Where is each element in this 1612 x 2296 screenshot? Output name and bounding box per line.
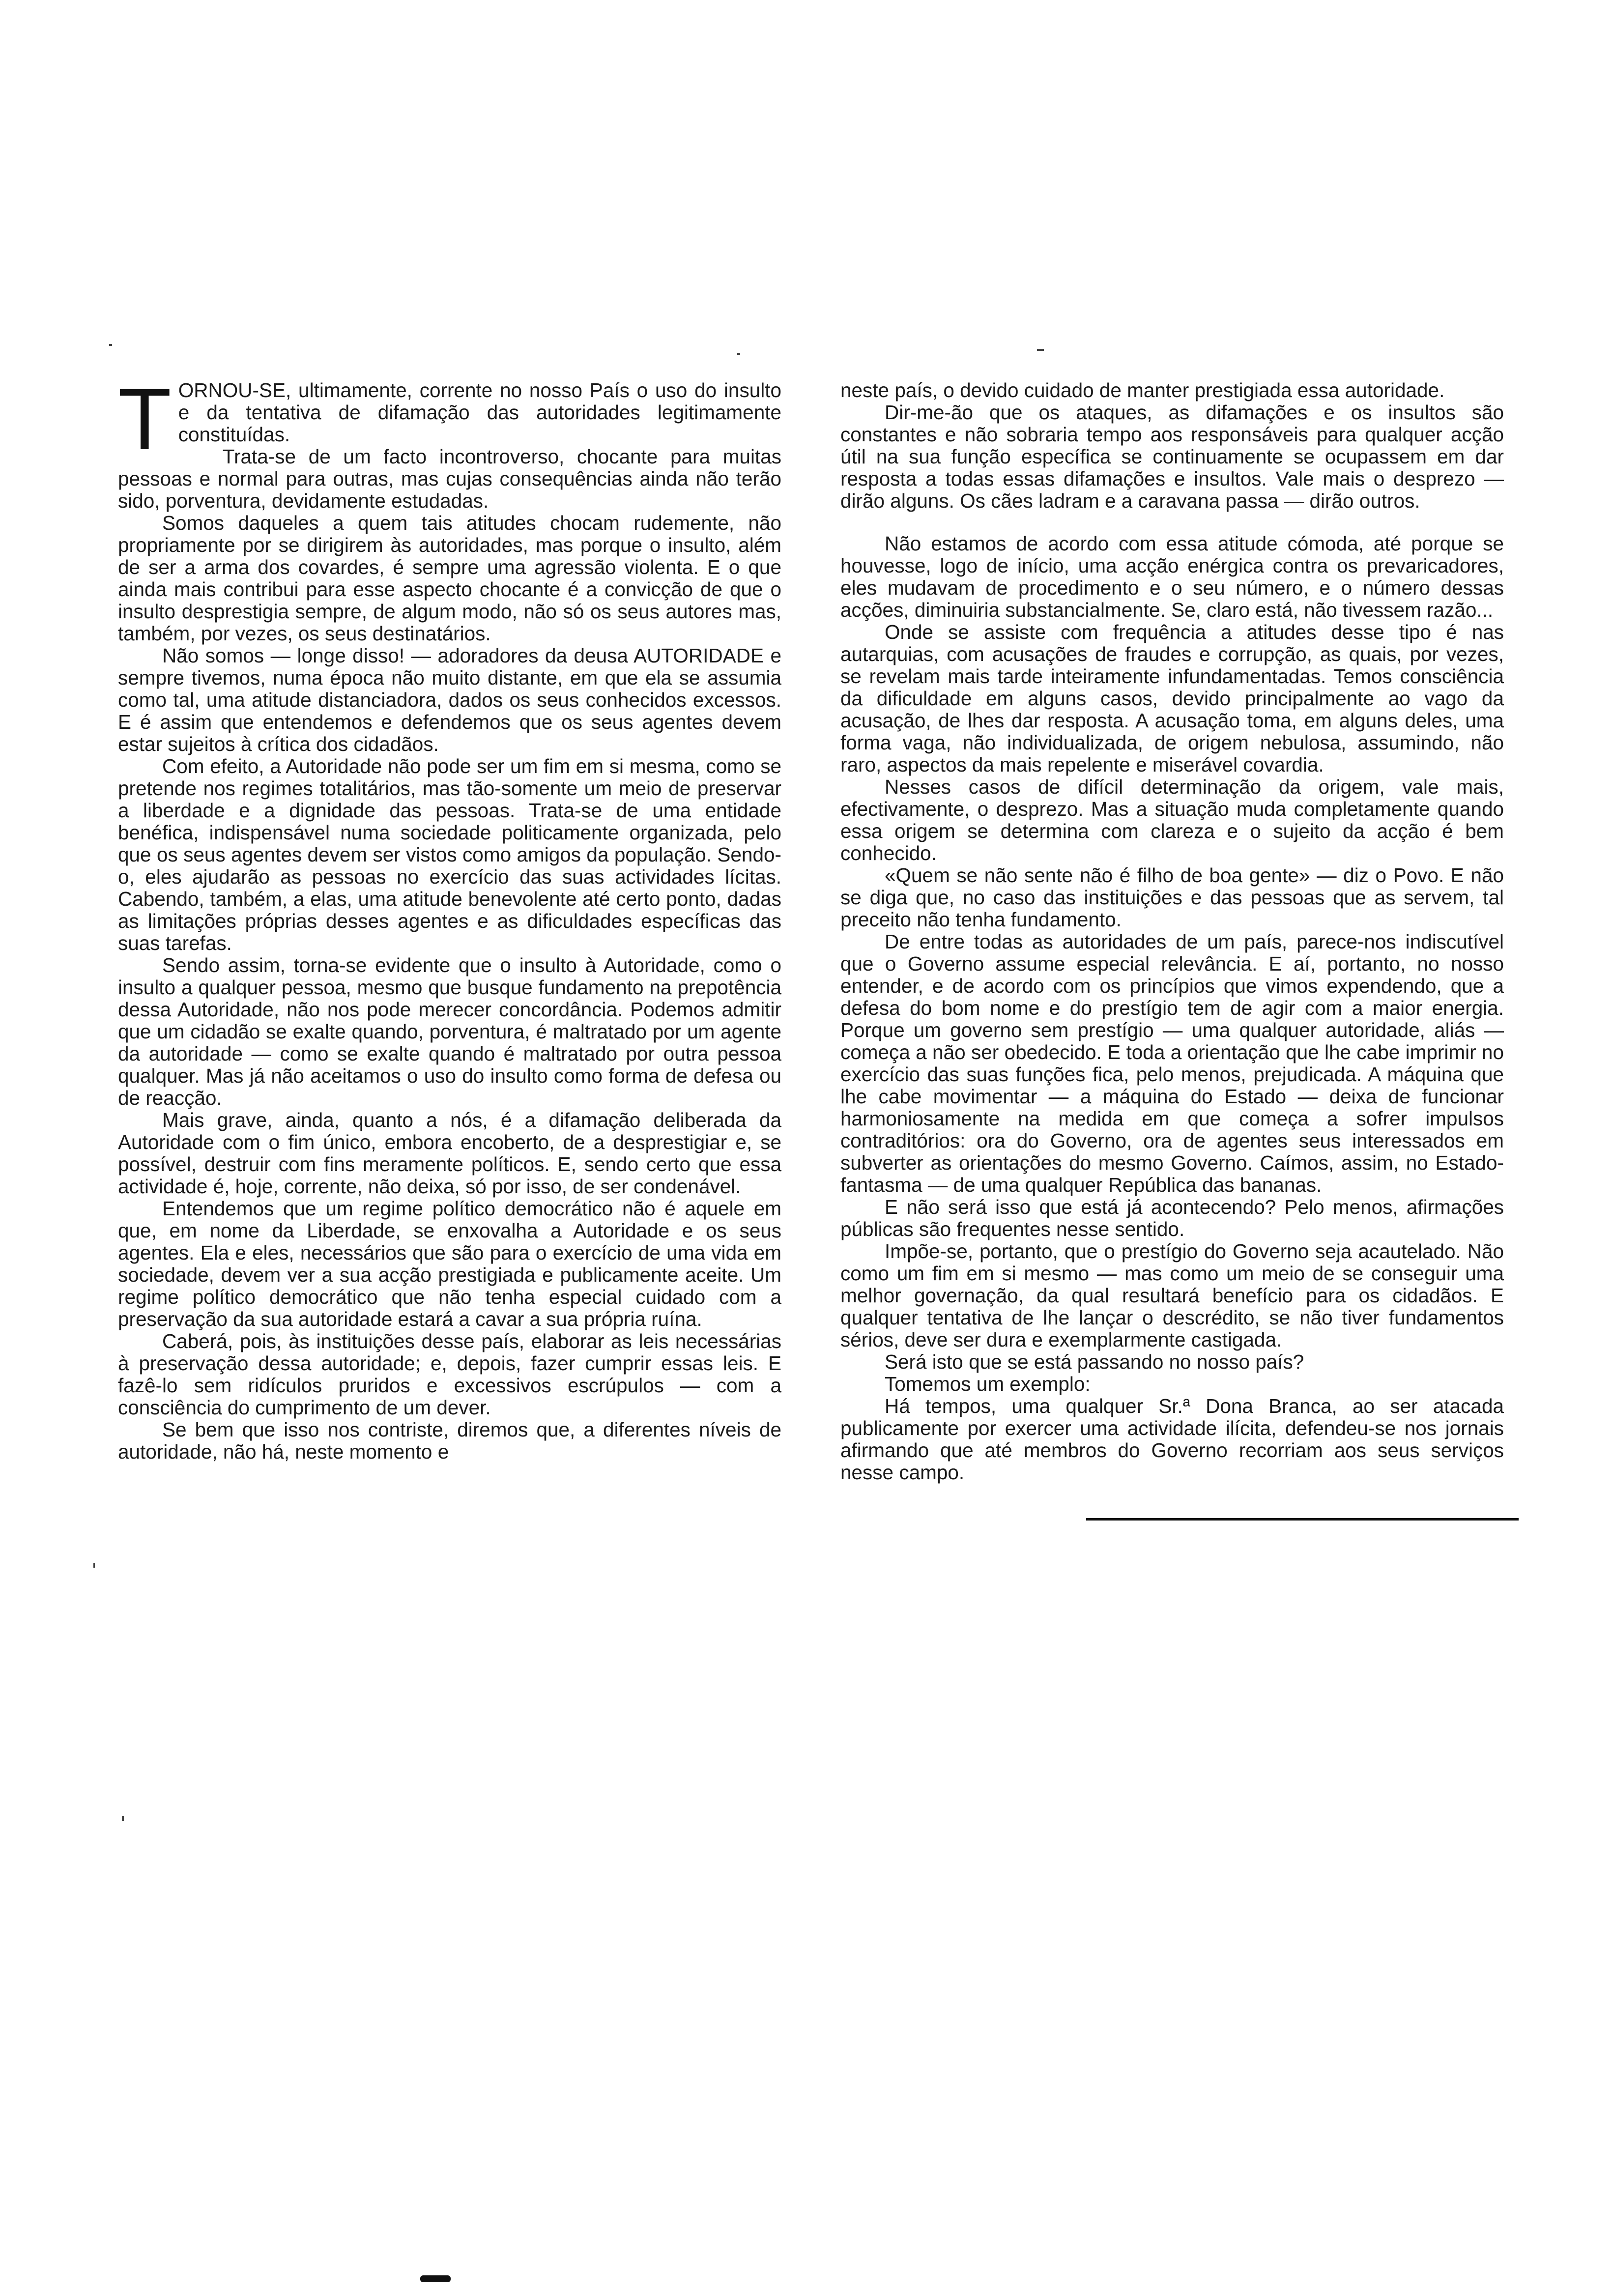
drop-cap: T xyxy=(118,370,172,468)
article-paragraph: Tomemos um exemplo: xyxy=(885,1373,1091,1395)
article-paragraph: «Quem se não sente não é filho de boa gente» — diz o Povo. E não se diga que, no caso das instituições e das pessoas que as servem, tal preceito não tenha fundamento. xyxy=(840,864,1504,931)
article-paragraph: Será isto que se está passando no nosso país? xyxy=(885,1350,1304,1373)
article-paragraph: Somos daqueles a quem tais atitudes chocam rudemente, não propriamente por se dirigirem às autoridades, mas porque o insulto, além de ser a arma dos covardes, é sempre uma agressão violenta. E o que ainda mais contribui para esse aspecto chocante é a convicção de que o insulto desprestigia sempre, de algum modo, não só os seus autores mas, também, por vezes, os seus destinatários. xyxy=(118,512,781,645)
scan-speck xyxy=(109,344,112,346)
scan-speck xyxy=(122,1816,124,1821)
scan-speck xyxy=(737,353,740,355)
article-paragraph: Se bem que isso nos contriste, diremos que, a diferentes níveis de autoridade, não há, neste momento e xyxy=(118,1418,781,1463)
article-paragraph: Trata-se de um facto incontroverso, chocante para muitas pessoas e normal para outras, mas cujas consequências ainda não terão sido, porventura, devidamente estudadas. xyxy=(118,445,781,512)
article-paragraph: De entre todas as autoridades de um país, parece-nos indiscutível que o Governo assume especial relevância. E aí, portanto, no nosso entender, e de acordo com os princípios que vimos expendendo, que a defesa do bom nome e do prestígio tem de agir com a maior energia. Porque um governo sem prestígio — uma qualquer autoridade, aliás — começa a não ser obedecido. E toda a orientação que lhe cabe imprimir no exercício das suas funções fica, pelo menos, prejudicada. A máquina que lhe cabe movimentar — a máquina do Estado — deixa de funcionar harmoniosamente na medida em que começa a sofrer impulsos contraditórios: ora do Governo, ora de agentes seus interessados em subverter as orientações do mesmo Governo. Caímos, assim, no Estado-fantasma — de uma qualquer República das bananas. xyxy=(840,930,1504,1196)
article-paragraph: Nesses casos de difícil determinação da origem, vale mais, efectivamente, o desprezo. Mas a situação muda completamente quando essa origem se determina com clareza e o sujeito da acção é bem conhecido. xyxy=(840,775,1504,864)
article-paragraph: Caberá, pois, às instituições desse país, elaborar as leis necessárias à preservação dessa autoridade; e, depois, fazer cumprir essas leis. E fazê-lo sem ridículos pruridos e excessivos escrúpulos — com a consciência do cumprimento de um dever. xyxy=(118,1330,781,1419)
article-column-left xyxy=(118,370,781,1463)
end-of-article-rule xyxy=(1086,1518,1519,1521)
article-paragraph: Não estamos de acordo com essa atitude cómoda, até porque se houvesse, logo de início, uma acção enérgica contra os prevaricadores, eles mudavam de procedimento e o seu número, e o número dessas acções, diminuiria substancialmente. Se, claro está, não tivessem razão... xyxy=(840,532,1504,621)
article-paragraph: Impõe-se, portanto, que o prestígio do Governo seja acautelado. Não como um fim em si mesmo — mas como um meio de se conseguir uma melhor governação, da qual resultará benefício para os cidadãos. E qualquer tentativa de lhe lançar o descrédito, se não tiver fundamentos sérios, deve ser dura e exemplarmente castigada. xyxy=(840,1240,1504,1351)
article-column-right xyxy=(840,379,1504,1521)
scan-speck xyxy=(1037,349,1044,351)
paragraph-text: ORNOU-SE, ultimamente, corrente no nosso País o uso do insulto e da tentativa de difamação das autoridades legitimamente constituídas. xyxy=(178,379,781,446)
article-paragraph: Há tempos, uma qualquer Sr.ª Dona Branca, ao ser atacada publicamente por exercer uma actividade ilícita, defendeu-se nos jornais afirmando que até membros do Governo recorriam aos seus serviços nesse campo. xyxy=(840,1395,1504,1484)
article-paragraph: Mais grave, ainda, quanto a nós, é a difamação deliberada da Autoridade com o fim único, embora encoberto, de a desprestigiar e, se possível, destruir com fins meramente políticos. E, sendo certo que essa actividade é, hoje, corrente, não deixa, só por isso, de ser condenável. xyxy=(118,1109,781,1198)
article-paragraph: Sendo assim, torna-se evidente que o insulto à Autoridade, como o insulto a qualquer pessoa, mesmo que busque fundamento na prepotência dessa Autoridade, não nos pode merecer concordância. Podemos admitir que um cidadão se exalte quando, porventura, é maltratado por um agente da autoridade — como se exalte quando é maltratado por outra pessoa qualquer. Mas já não aceitamos o uso do insulto como forma de defesa ou de reacção. xyxy=(118,954,781,1109)
article-paragraph: Dir-me-ão que os ataques, as difamações e os insultos são constantes e não sobraria tempo aos responsáveis para qualquer acção útil na sua função específica se continuamente se ocupassem em dar resposta a todas essas difamações e insultos. Vale mais o desprezo — dirão alguns. Os cães ladram e a caravana passa — dirão outros. xyxy=(840,401,1504,512)
article-paragraph: neste país, o devido cuidado de manter prestigiada essa autoridade. xyxy=(840,379,1445,402)
article-paragraph: Onde se assiste com frequência a atitudes desse tipo é nas autarquias, com acusações de fraudes e corrupção, as quais, por vezes, se revelam mais tarde inteiramente infundamentadas. Temos consciência da dificuldade em alguns casos, devido principalmente ao vago da acusação, de lhes dar resposta. A acusação toma, em alguns deles, uma forma vaga, não individualizada, de origem nebulosa, assumindo, não raro, aspectos da mais repelente e miserável covardia. xyxy=(840,621,1504,776)
article-paragraph: E não será isso que está já acontecendo? Pelo menos, afirmações públicas são frequentes nesse sentido. xyxy=(840,1196,1504,1240)
article-paragraph-1 xyxy=(118,370,781,468)
scan-speck xyxy=(93,1563,95,1568)
article-paragraph: Com efeito, a Autoridade não pode ser um fim em si mesma, como se pretende nos regimes totalitários, mas tão-somente um meio de preservar a liberdade e a dignidade das pessoas. Trata-se de uma entidade benéfica, indispensável numa sociedade politicamente organizada, pelo que os seus agentes devem ser vistos como amigos da população. Sendo-o, eles ajudarão as pessoas no exercício das suas actividades lícitas. Cabendo, também, a elas, uma atitude benevolente até certo ponto, dadas as limitações próprias desses agentes e as dificuldades específicas das suas tarefas. xyxy=(118,755,781,954)
article-paragraph: Entendemos que um regime político democrático não é aquele em que, em nome da Liberdade, se enxovalha a Autoridade e os seus agentes. Ela e eles, necessários que são para o exercício de uma vida em sociedade, devem ver a sua acção prestigiada e publicamente aceite. Um regime político democrático que não tenha especial cuidado com a preservação da sua autoridade estará a cavar a sua própria ruína. xyxy=(118,1197,781,1330)
scan-mark xyxy=(420,2275,451,2282)
article-paragraph: Não somos — longe disso! — adoradores da deusa AUTORIDADE e sempre tivemos, numa época não muito distante, em que ela se assumia como tal, uma atitude distanciadora, dados os seus conhecidos excessos. E é assim que entendemos e defendemos que os seus agentes devem estar sujeitos à crítica dos cidadãos. xyxy=(118,644,781,755)
